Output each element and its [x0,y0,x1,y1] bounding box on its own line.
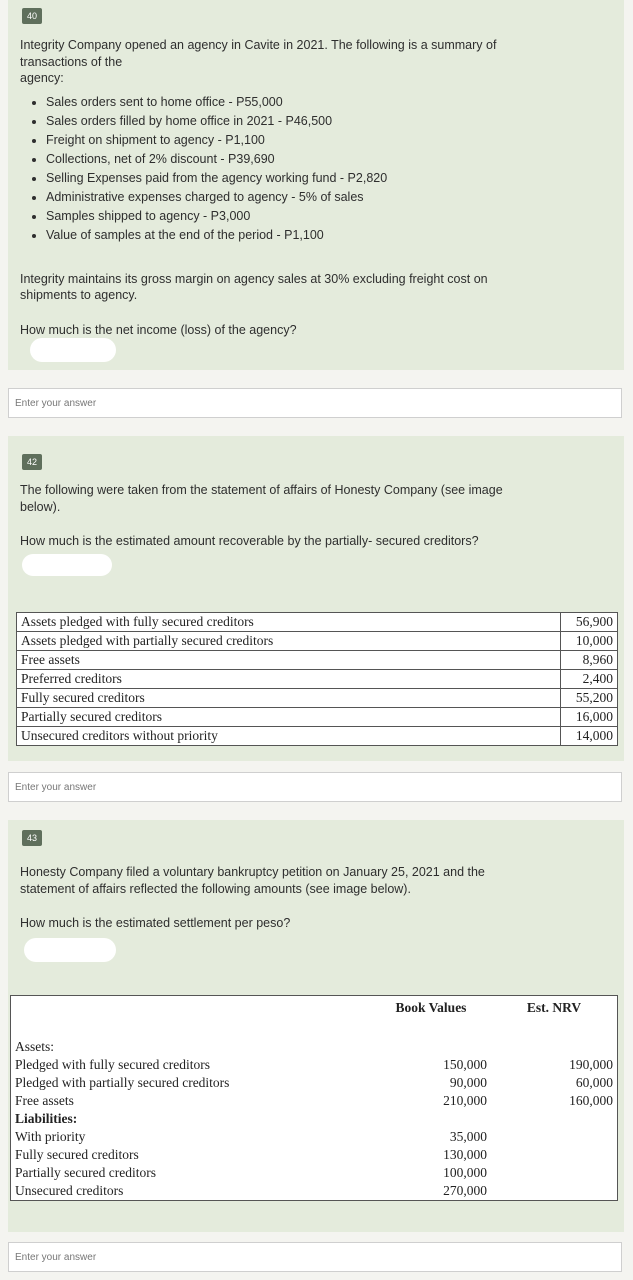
nrv-value: 190,000 [569,1057,613,1072]
column-header-est-nrv: Est. NRV [526,1000,582,1015]
table-row [11,1128,618,1146]
row-value: 55,200 [561,689,618,708]
row-label: Free assets [15,1093,74,1108]
intro-line: Integrity Company opened an agency in Cavite in 2021. The following is a summary of [20,38,497,52]
row-label: Fully secured creditors [17,689,561,708]
table-row [17,651,618,670]
section-header-row [11,1110,618,1128]
question-number-badge: 43 [22,830,42,846]
redacted-area [24,938,116,962]
book-value: 130,000 [443,1147,487,1162]
book-value: 90,000 [449,1075,487,1090]
table-row [11,1182,618,1201]
table-row [17,727,618,746]
book-value: 210,000 [443,1093,487,1108]
table-header-row [11,996,618,1021]
list-item: • Selling Expenses paid from the agency working fund - P2,820 [46,169,580,188]
question-prompt: How much is the estimated amount recoverable by the partially- secured creditors? [20,534,479,548]
intro-line: statement of affairs reflected the following amounts (see image below). [20,881,411,896]
list-item: • Administrative expenses charged to agency - 5% of sales [46,188,580,207]
row-label: Partially secured creditors [15,1165,156,1180]
intro-line: agency: [20,71,64,85]
intro-line: The following were taken from the statement of affairs of Honesty Company (see image [20,483,503,497]
row-value: 2,400 [561,670,618,689]
answer-input[interactable] [8,1242,622,1272]
table-row [11,1164,618,1182]
note-line: Integrity maintains its gross margin on agency sales at 30% excluding freight cost on [20,271,488,286]
question-prompt: How much is the estimated settlement per peso? [20,916,291,930]
question-text [20,864,580,932]
book-value: 100,000 [443,1165,487,1180]
statement-of-affairs-table [16,612,618,746]
intro-line: transactions of the [20,54,123,69]
table-row [11,1056,618,1074]
row-label: Pledged with fully secured creditors [15,1057,210,1072]
row-label: Partially secured creditors [17,708,561,727]
nrv-value: 60,000 [575,1075,613,1090]
question-prompt: How much is the net income (loss) of the agency? [20,322,297,337]
intro-line: Honesty Company filed a voluntary bankruptcy petition on January 25, 2021 and the [20,865,485,879]
answer-input[interactable] [8,772,622,802]
section-header-row [11,1038,618,1056]
row-label: Fully secured creditors [15,1147,139,1162]
table-row [17,670,618,689]
question-40-panel [8,0,624,370]
row-value: 56,900 [561,613,618,632]
table-row [11,1146,618,1164]
section-header-liabilities: Liabilities: [15,1111,78,1126]
row-value: 16,000 [561,708,618,727]
list-item: • Samples shipped to agency - P3,000 [46,207,580,226]
list-item: • Sales orders sent to home office - P55,000 [46,93,580,112]
table-row [17,613,618,632]
book-value: 150,000 [443,1057,487,1072]
row-label: Unsecured creditors without priority [17,727,561,746]
question-number-badge: 42 [22,454,42,470]
table-row [17,689,618,708]
list-item: • Value of samples at the end of the period - P1,100 [46,226,580,245]
row-label: Preferred creditors [17,670,561,689]
nrv-value: 160,000 [569,1093,613,1108]
row-label: Unsecured creditors [15,1183,124,1198]
table-row [17,632,618,651]
book-value: 270,000 [443,1183,487,1198]
column-header-book-values: Book Values [395,1000,467,1015]
redacted-area [22,554,112,576]
row-label: With priority [15,1129,86,1144]
question-text [20,37,580,338]
transaction-list [20,93,580,245]
question-number-badge: 40 [22,8,42,24]
list-item: • Freight on shipment to agency - P1,100 [46,131,580,150]
row-value: 8,960 [561,651,618,670]
statement-of-affairs-table [10,995,618,1201]
row-label: Assets pledged with fully secured creditors [17,613,561,632]
question-text [20,482,580,550]
row-label: Pledged with partially secured creditors [15,1075,230,1090]
book-value: 35,000 [449,1129,487,1144]
list-item: • Collections, net of 2% discount - P39,690 [46,150,580,169]
intro-line: below). [20,499,61,514]
table-row [17,708,618,727]
row-value: 14,000 [561,727,618,746]
table-row [11,1092,618,1110]
note-line: shipments to agency. [20,288,138,302]
redacted-area [30,338,116,362]
row-value: 10,000 [561,632,618,651]
row-label: Free assets [17,651,561,670]
answer-input[interactable] [8,388,622,418]
row-label: Assets pledged with partially secured creditors [17,632,561,651]
table-row [11,1074,618,1092]
section-header-assets: Assets: [15,1039,55,1054]
list-item: • Sales orders filled by home office in 2021 - P46,500 [46,112,580,131]
